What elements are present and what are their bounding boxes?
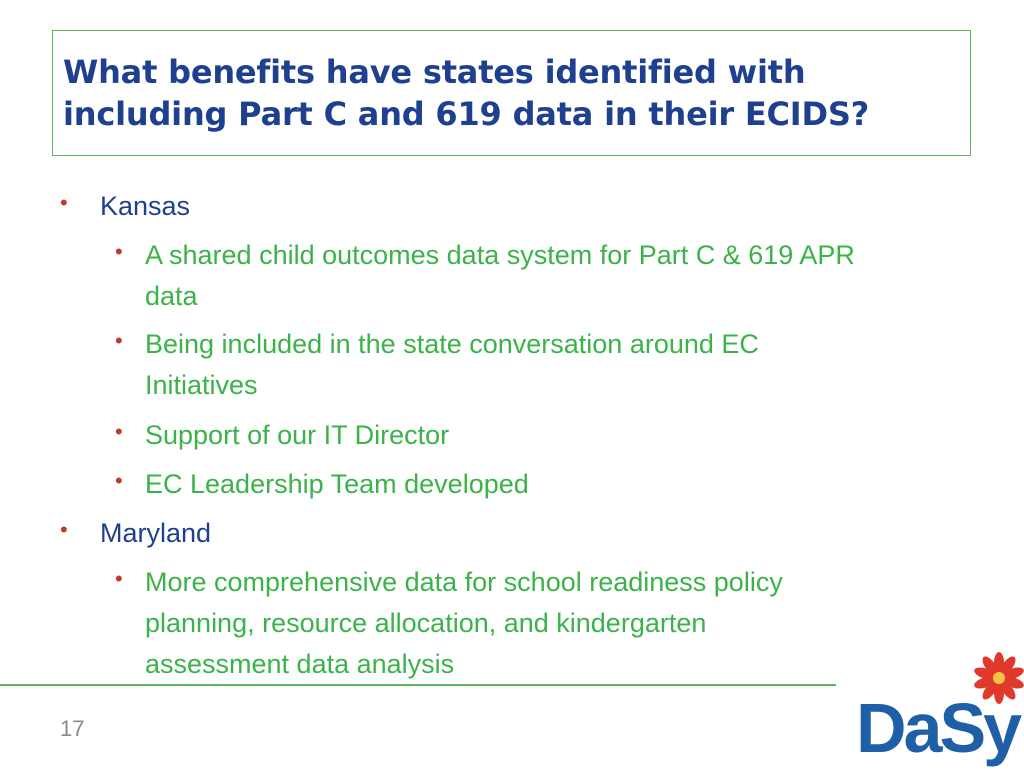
bullet-icon: • bbox=[115, 239, 123, 264]
list-item: More comprehensive data for school readiness policy planning, resource allocation, and kindergarten assessment data analysis bbox=[145, 567, 783, 679]
list-item: Support of our IT Director bbox=[145, 420, 450, 450]
bullet-icon: • bbox=[115, 328, 123, 353]
bullet-icon: • bbox=[115, 419, 123, 444]
section-label-maryland: Maryland bbox=[100, 518, 212, 548]
title-line-1: What benefits have states identified with bbox=[63, 53, 806, 91]
bullet-icon: • bbox=[115, 566, 123, 591]
dasy-logo bbox=[852, 646, 1024, 768]
list-item: A shared child outcomes data system for Part C & 619 APR data bbox=[145, 240, 855, 311]
section-label-kansas: Kansas bbox=[100, 191, 191, 221]
bullet-icon: • bbox=[115, 468, 123, 493]
title-line-2: including Part C and 619 data in their ECIDS? bbox=[63, 95, 870, 133]
bullet-icon: • bbox=[60, 517, 68, 542]
page-number: 17 bbox=[60, 716, 85, 741]
footer-divider bbox=[0, 684, 836, 686]
logo-graphic bbox=[852, 646, 1024, 768]
logo-wordmark: DaSy bbox=[856, 689, 1020, 767]
bullet-icon: • bbox=[60, 190, 68, 215]
list-item: Being included in the state conversation around EC Initiatives bbox=[145, 329, 759, 400]
list-item: EC Leadership Team developed bbox=[145, 469, 529, 499]
